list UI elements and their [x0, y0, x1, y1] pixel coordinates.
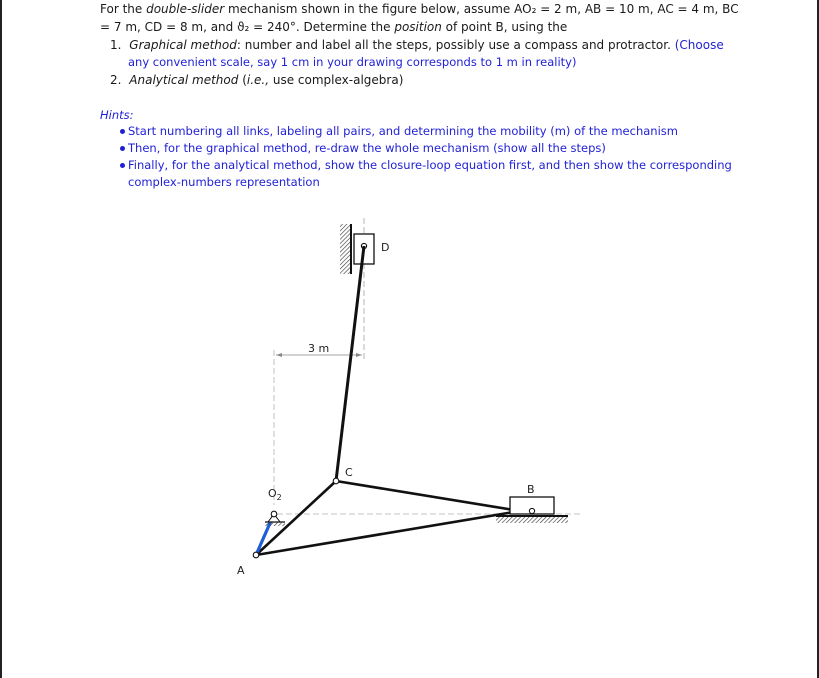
label-o2: $O_2$: [268, 487, 282, 502]
dimension-label: 3 m: [308, 342, 330, 355]
dimension-arrow-left: [276, 353, 282, 357]
hint-item: Start numbering all links, labeling all pairs, and determining the mobility (m) of the mechanism: [128, 124, 678, 138]
task-number: 2.: [110, 73, 122, 87]
task-text: (: [238, 73, 247, 87]
label-c: C: [345, 466, 353, 479]
ground-hatch-horizontal: [496, 517, 568, 523]
hint-item: Finally, for the analytical method, show the closure-loop equation first, and then show the corresponding: [128, 158, 732, 172]
task-number: 1.: [110, 38, 122, 52]
hint-item-continued: complex-numbers representation: [128, 175, 320, 189]
task-text: : number and label all the steps, possibly use a compass and protractor.: [236, 38, 671, 52]
problem-text: For the: [100, 2, 147, 16]
link-cd: [336, 246, 364, 481]
problem-text: = 7 m, CD = 8 m, and ϑ₂ = 240°. Determine the: [100, 20, 395, 34]
task-title: Analytical method: [129, 73, 239, 87]
task-note: (Choose: [670, 38, 724, 52]
pin-b: [529, 508, 534, 513]
label-d: D: [381, 241, 390, 254]
task-text: use complex-algebra): [269, 73, 404, 87]
problem-emphasis: position: [394, 20, 442, 34]
hint-item: Then, for the graphical method, re-draw the whole mechanism (show all the steps): [128, 141, 606, 155]
ground-hatch-o2: [265, 522, 285, 526]
task-title: Graphical method: [129, 38, 237, 52]
hints-title: Hints:: [100, 108, 134, 122]
label-a: A: [237, 564, 245, 577]
pin-o2: [271, 511, 277, 517]
ground-hatch-vertical: [340, 224, 350, 274]
task-1-note-continued: any convenient scale, say 1 cm in your drawing corresponds to 1 m in reality): [128, 55, 577, 69]
dimension-arrow-right: [356, 353, 362, 357]
ternary-link-acb: [256, 481, 520, 555]
problem-emphasis: double-slider: [146, 2, 225, 16]
double-slider-mechanism-figure: [2, 0, 819, 678]
pin-a: [253, 552, 259, 558]
label-b: B: [527, 483, 535, 496]
problem-text: mechanism shown in the figure below, assume AO₂ = 2 m, AB = 10 m, AC = 4 m, BC: [224, 2, 739, 16]
problem-text: of point B, using the: [441, 20, 568, 34]
pin-c: [333, 478, 339, 484]
task-emphasis: i.e.,: [246, 73, 270, 87]
